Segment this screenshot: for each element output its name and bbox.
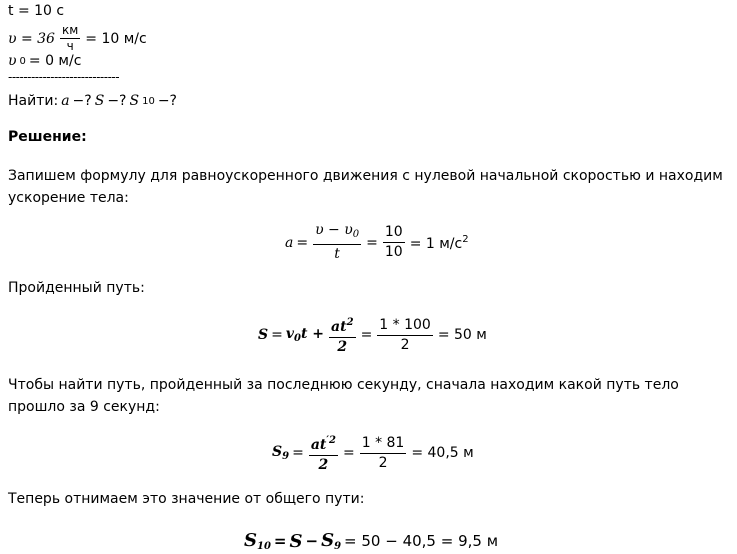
- eq3-frac2-num: 1 * 81: [360, 435, 407, 454]
- find-label: Найти:: [8, 93, 59, 109]
- eq2-rhs: = 50 м: [437, 327, 487, 343]
- eq2-frac2-den: 2: [400, 336, 410, 353]
- given-velocity-rhs: = 10 м/с: [85, 30, 147, 47]
- velocity-unit-den: ч: [66, 39, 74, 53]
- given-velocity-lhs: υ = 36: [8, 30, 55, 47]
- eq3-fraction-1: [309, 432, 338, 474]
- eq1-frac1-num: [313, 222, 361, 245]
- eq1-fraction-2: [383, 224, 405, 261]
- eq4-rhs: = 50 − 40,5 = 9,5 м: [344, 532, 499, 550]
- equation-acceleration: [285, 222, 469, 263]
- find-dash-3: −?: [157, 93, 177, 109]
- eq4-eq: =: [273, 532, 287, 550]
- eq3-fraction-2: [360, 435, 407, 472]
- find-s10: S: [129, 93, 140, 109]
- eq2-fraction-2: [377, 317, 433, 354]
- eq3-frac1-num-text: at: [310, 437, 327, 453]
- eq2-eq2: =: [360, 327, 373, 343]
- eq4-lhs-sub: 10: [257, 541, 271, 552]
- eq2-frac1-num-sup: 2: [346, 317, 354, 328]
- eq1-fraction-1: [313, 222, 361, 263]
- eq4-s: S: [289, 530, 303, 552]
- eq4-lhs-text: S: [244, 530, 257, 551]
- paragraph-2: Пройденный путь:: [8, 280, 145, 296]
- given-velocity: [8, 24, 147, 53]
- eq1-rhs-sup: 2: [462, 233, 469, 245]
- given-v0-symbol: υ: [8, 53, 17, 69]
- find-dash-2: −?: [107, 93, 127, 109]
- eq2-frac2-num: 1 * 100: [377, 317, 433, 336]
- given-t: t = 10 с: [8, 3, 65, 19]
- eq1-rhs: = 1 м/с: [409, 235, 463, 252]
- given-v0-rhs: = 0 м/с: [28, 53, 82, 69]
- equation-distance: [258, 314, 487, 356]
- given-v0: [8, 53, 81, 69]
- eq3-lhs-sub: 9: [282, 451, 290, 462]
- velocity-unit-num: км: [61, 23, 79, 37]
- find-s10-sub: 10: [142, 95, 155, 107]
- equation-distance-last-second: [244, 530, 498, 552]
- eq2-fraction-1: [329, 314, 356, 356]
- eq3-rhs: = 40,5 м: [411, 445, 474, 461]
- eq4-s9-sub: 9: [334, 541, 342, 552]
- eq2-frac1-num-text: at: [331, 319, 347, 335]
- find-dash-1: −?: [72, 93, 92, 109]
- paragraph-1: Запишем формулу для равноускоренного движения с нулевой начальной скоростью и находим ускорение тела:: [8, 168, 723, 206]
- eq1-rhs-wrap: [410, 234, 469, 252]
- eq3-eq2: =: [342, 445, 355, 461]
- find-a: a: [61, 93, 70, 109]
- eq4-s9: [321, 530, 341, 552]
- eq3-eq: =: [292, 445, 304, 461]
- eq1-eq: =: [296, 234, 309, 251]
- eq3-lhs: [272, 444, 289, 462]
- eq3-frac1-num-sup: ′2: [326, 435, 336, 446]
- eq2-v0t: [286, 326, 324, 344]
- separator: -----------------------------: [8, 70, 120, 84]
- eq1-frac2-den: 10: [384, 244, 403, 260]
- solution-title: Решение:: [8, 129, 87, 145]
- eq2-v-sub: 0: [294, 333, 301, 344]
- eq4-minus: −: [305, 532, 319, 550]
- eq1-frac1-num-text: υ − υ: [315, 222, 353, 238]
- eq1-eq2: =: [366, 234, 378, 251]
- eq4-s9-text: S: [321, 530, 335, 551]
- eq1-frac1-num-sub: 0: [352, 229, 360, 240]
- equation-distance-9s: [272, 432, 474, 474]
- paragraph-4: Теперь отнимаем это значение от общего пути:: [8, 491, 365, 507]
- eq3-lhs-text: S: [272, 444, 283, 460]
- eq3-frac1-num: [309, 432, 338, 456]
- eq3-frac1-den: 2: [318, 457, 329, 473]
- given-v0-sub: 0: [19, 55, 26, 67]
- velocity-unit-fraction: [60, 24, 80, 53]
- eq1-lhs: a: [285, 234, 294, 251]
- eq2-t: t +: [300, 326, 325, 342]
- eq1-frac2-num: 10: [383, 224, 405, 243]
- eq2-frac1-den: 2: [337, 339, 348, 355]
- eq2-frac1-num: [329, 314, 356, 338]
- eq3-frac2-den: 2: [378, 454, 388, 471]
- eq2-v: v: [285, 326, 294, 342]
- find-s: S: [94, 93, 105, 109]
- eq2-lhs: S: [258, 327, 269, 343]
- find-line: [8, 93, 177, 109]
- eq4-lhs: [244, 530, 271, 552]
- eq1-frac1-den: t: [334, 246, 340, 262]
- eq2-eq: =: [271, 327, 283, 343]
- paragraph-3: Чтобы найти путь, пройденный за последнюю секунду, сначала находим какой путь тело прошло за 9 секунд:: [8, 377, 679, 415]
